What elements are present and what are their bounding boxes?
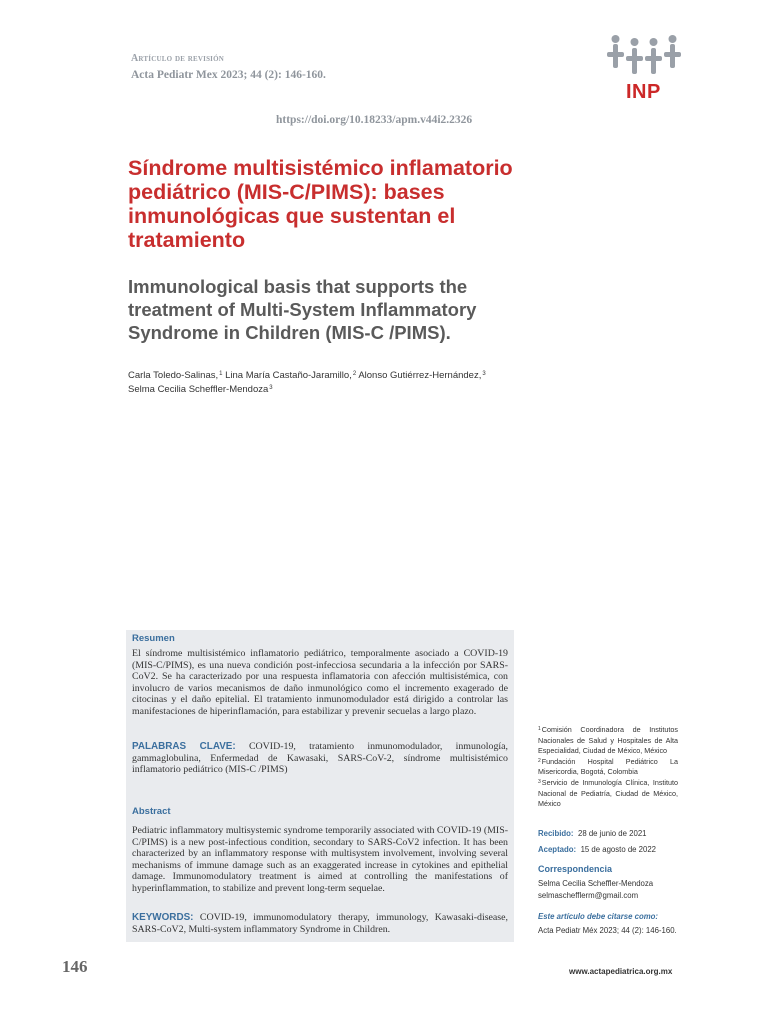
correspondence-email[interactable]: selmaschefflerm@gmail.com [538,891,639,900]
accepted-label: Aceptado: [538,845,577,854]
affiliation-text: Fundación Hospital Pediátrico La Misericordia, Bogotá, Colombia [538,756,678,777]
page-number: 146 [62,957,88,976]
author-name: Selma Cecilia Scheffler-Mendoza [128,384,269,395]
author-affiliation-mark: 3 [482,371,486,377]
keywords [132,912,508,935]
affiliation-number: 2 [538,757,541,764]
abstract-heading: Abstract [132,806,171,817]
affiliation-number: 1 [538,726,541,732]
affiliation-number: 3 [538,778,541,785]
article-title-english: Immunological basis that supports the treatment of Multi-System Inflammatory Syndrome in Children (MIS-C /PIMS). [128,276,477,343]
received-value: 28 de junio de 2021 [577,829,647,838]
abstract-panel [126,630,514,942]
resumen-heading: Resumen [132,633,175,644]
palabras-clave [132,741,508,776]
website-link[interactable]: www.actapediatrica.org.mx [569,967,673,976]
article-type-label: Artículo de revisión [131,53,224,64]
article-title-spanish: Síndrome multisistémico inflamatorio pediátrico (MIS-C/PIMS): bases inmunológicas que sustentan el tratamiento [128,156,513,252]
abstract-text: Pediatric inflammatory multisystemic syndrome temporarily associated with COVID-19 (MIS-C/PIMS) is a new post-infectious condition, secondary to SARS-CoV2 infection. It has been characterized by an inflammatory response with multisystem involvement, involving several mechanisms of immune damage such as an exaggerated increase in cytokines and epithelial damage. Immunomodulatory treatment is aimed at controlling the manifestations of hyperinflammation, to stabilize and prevent long-term sequelae. [132,825,508,894]
accepted-value: 15 de agosto de 2022 [580,845,657,854]
cite-as-text: Acta Pediatr Méx 2023; 44 (2): 146-160. [538,926,677,935]
received-label: Recibido: [538,829,574,838]
inp-logo-figures [607,35,681,74]
author-affiliation-mark: 2 [352,371,357,377]
accepted-date [538,839,656,857]
correspondence-heading: Correspondencia [538,864,613,874]
resumen-text: El síndrome multisistémico inflamatorio pediátrico, temporalmente asociado a COVID-19 (MIS-C/PIMS), es una nueva condición post-infecciosa secundaria a la infección por SARS-CoV2. Se ha caracterizado por una respuesta inflamatoria con afección multisistémica, con involucro de varios mecanismos de daño inmunológico como el incremento exagerado de citocinas y el daño epitelial. El tratamiento inmunomodulador está dirigido a controlar las manifestaciones de hiperinflamación, para estabilizar y prevenir secuelas a largo plazo. [132,648,508,717]
author-name: Lina María Castaño-Jaramillo, [225,370,352,381]
doi-link[interactable]: https://doi.org/10.18233/apm.v44i2.2326 [276,114,473,126]
affiliations [538,725,678,810]
affiliation-item [538,757,678,778]
affiliation-text: Comisión Coordinadora de Institutos Nacionales de Salud y Hospitales de Alta Especialidad, Ciudad de México, México [538,725,678,756]
palabras-clave-label: PALABRAS CLAVE: [132,741,236,752]
affiliation-item [538,725,678,757]
correspondence-name: Selma Cecilia Scheffler-Mendoza [538,879,654,888]
author-name: Alonso Gutiérrez-Hernández, [358,370,482,381]
affiliation-item [538,778,678,810]
author-affiliation-mark: 3 [269,385,273,391]
author-name: Carla Toledo-Salinas, [128,370,219,381]
author-list [128,369,528,397]
keywords-text: COVID-19, immunomodulatory therapy, immunology, Kawasaki-disease, SARS-CoV2, Multi-system inflammatory Syndrome in Children. [132,912,509,935]
author-affiliation-mark: 1 [219,371,223,377]
affiliation-text: Servicio de Inmunología Clínica, Instituto Nacional de Pediatría, Ciudad de México, México [538,777,678,809]
journal-citation: Acta Pediatr Mex 2023; 44 (2): 146-160. [131,69,326,81]
palabras-clave-text: COVID-19, tratamiento inmunomodulador, inmunología, gammaglobulina, Enfermedad de Kawasaki, SARS-CoV-2, síndrome multisistémico inflamatorio pediátrico (MIS-C /PIMS) [132,741,509,776]
keywords-label: KEYWORDS: [132,912,194,923]
cite-as-heading: Este artículo debe citarse como: [538,912,659,921]
inp-logo-text: INP [626,81,661,103]
